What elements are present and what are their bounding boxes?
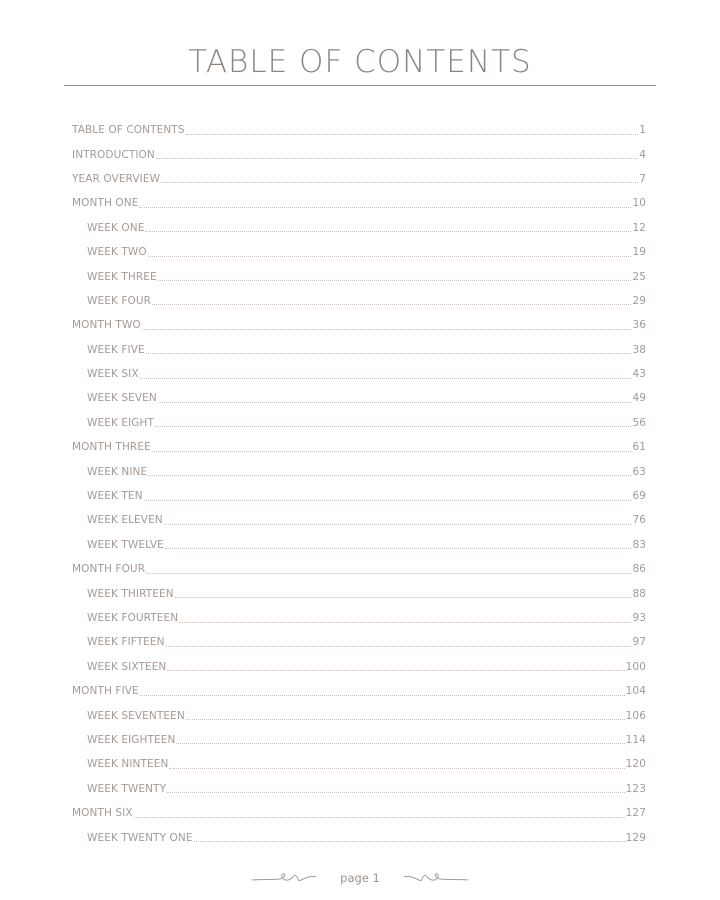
toc-entry-page-number: 76 bbox=[632, 514, 646, 527]
toc-entry-label: WEEK FOURTEEN bbox=[87, 612, 179, 624]
dot-leader bbox=[146, 573, 631, 574]
dot-leader bbox=[145, 231, 631, 232]
page-footer bbox=[0, 866, 720, 890]
toc-entry[interactable] bbox=[72, 777, 646, 801]
toc-entry-page-number: 69 bbox=[632, 490, 646, 503]
toc-entry-label: WEEK FOUR bbox=[87, 294, 152, 307]
toc-entry-label: YEAR OVERVIEW bbox=[72, 172, 161, 185]
toc-entry-page-number: 88 bbox=[632, 587, 646, 600]
dot-leader bbox=[166, 646, 632, 647]
toc-entry[interactable] bbox=[72, 508, 646, 532]
page-title: TABLE OF CONTENTS bbox=[188, 44, 532, 80]
dot-leader bbox=[175, 597, 632, 598]
dot-leader bbox=[148, 475, 631, 476]
toc-entry-page-number: 93 bbox=[632, 612, 646, 624]
dot-leader bbox=[140, 378, 632, 379]
toc-entry-label: WEEK SIX bbox=[87, 368, 139, 381]
toc-entry-label: MONTH SIX bbox=[72, 807, 133, 820]
toc-entry-page-number: 61 bbox=[632, 441, 646, 454]
toc-entry-label: WEEK FIVE bbox=[87, 343, 145, 356]
dot-leader bbox=[186, 719, 625, 720]
toc-entry-page-number: 4 bbox=[639, 148, 646, 161]
toc-entry-page-number: 83 bbox=[632, 538, 646, 551]
toc-entry-page-number: 123 bbox=[625, 782, 646, 795]
toc-entry-label: MONTH THREE bbox=[72, 441, 151, 454]
toc-entry-page-number: 104 bbox=[625, 685, 646, 698]
toc-entry-page-number: 1 bbox=[639, 124, 646, 137]
toc-entry[interactable] bbox=[72, 801, 646, 825]
dot-leader bbox=[176, 743, 624, 744]
toc-entry-page-number: 38 bbox=[632, 343, 646, 356]
toc-entry-page-number: 10 bbox=[632, 197, 646, 210]
dot-leader bbox=[158, 402, 632, 403]
toc-entry[interactable] bbox=[72, 435, 646, 459]
dot-leader bbox=[146, 353, 632, 354]
toc-entry-page-number: 127 bbox=[625, 807, 646, 820]
dot-leader bbox=[186, 134, 639, 135]
toc-entry[interactable] bbox=[72, 191, 646, 215]
toc-entry[interactable] bbox=[72, 459, 646, 483]
dot-leader bbox=[155, 426, 631, 427]
dot-leader bbox=[164, 524, 632, 525]
toc-entry-label: WEEK TWO bbox=[87, 246, 147, 259]
toc-entry-label: WEEK TEN bbox=[87, 490, 143, 503]
toc-entry-page-number: 63 bbox=[632, 465, 646, 478]
dot-leader bbox=[194, 841, 625, 842]
toc-entry[interactable] bbox=[72, 142, 646, 166]
toc-entry[interactable] bbox=[72, 386, 646, 410]
toc-entry-label: WEEK FIFTEEN bbox=[87, 636, 165, 649]
toc-entry-page-number: 29 bbox=[632, 294, 646, 307]
toc-entry-label: MONTH ONE bbox=[72, 197, 139, 210]
toc-entry-label: INTRODUCTION bbox=[72, 148, 155, 161]
dot-leader bbox=[152, 451, 632, 452]
toc-entry[interactable] bbox=[72, 752, 646, 776]
toc-entry[interactable] bbox=[72, 606, 646, 630]
toc-entry-page-number: 120 bbox=[625, 758, 646, 771]
dot-leader bbox=[148, 256, 632, 257]
toc-entry-page-number: 36 bbox=[632, 319, 646, 332]
toc-entry-page-number: 43 bbox=[632, 368, 646, 381]
toc-entry[interactable] bbox=[72, 533, 646, 557]
toc-entry[interactable] bbox=[72, 167, 646, 191]
toc-entry-page-number: 25 bbox=[632, 270, 646, 283]
dot-leader bbox=[161, 182, 638, 183]
toc-entry-label: WEEK THREE bbox=[87, 270, 157, 283]
toc-entry[interactable] bbox=[72, 728, 646, 752]
toc-entry-label: WEEK EIGHT bbox=[87, 416, 155, 429]
toc-entry[interactable] bbox=[72, 338, 646, 362]
dot-leader bbox=[158, 280, 632, 281]
toc-entry[interactable] bbox=[72, 630, 646, 654]
toc-entry-page-number: 7 bbox=[639, 172, 646, 185]
toc-entry-page-number: 129 bbox=[625, 831, 646, 844]
toc-entry[interactable] bbox=[72, 240, 646, 264]
toc-entry[interactable] bbox=[72, 581, 646, 605]
title-divider bbox=[64, 85, 656, 86]
toc-entry[interactable] bbox=[72, 313, 646, 337]
toc-entry-label: WEEK TWELVE bbox=[87, 538, 164, 551]
flourish-right-icon bbox=[402, 869, 470, 887]
toc-entry-page-number: 86 bbox=[632, 563, 646, 576]
toc-entry[interactable] bbox=[72, 264, 646, 288]
toc-list bbox=[72, 118, 646, 850]
toc-entry-page-number: 49 bbox=[632, 392, 646, 405]
page-number: page 1 bbox=[340, 871, 380, 885]
toc-entry-label: WEEK TWENTY ONE bbox=[87, 831, 193, 844]
toc-entry-page-number: 97 bbox=[632, 636, 646, 649]
toc-entry[interactable] bbox=[72, 484, 646, 508]
toc-entry-page-number: 56 bbox=[632, 416, 646, 429]
toc-entry[interactable] bbox=[72, 557, 646, 581]
toc-entry-page-number: 114 bbox=[625, 733, 646, 746]
dot-leader bbox=[179, 622, 631, 623]
dot-leader bbox=[152, 304, 631, 305]
dot-leader bbox=[167, 670, 624, 671]
dot-leader bbox=[144, 500, 632, 501]
toc-entry[interactable] bbox=[72, 362, 646, 386]
dot-leader bbox=[142, 329, 632, 330]
toc-entry-label: MONTH TWO bbox=[72, 319, 141, 332]
dot-leader bbox=[134, 817, 625, 818]
dot-leader bbox=[169, 768, 624, 769]
dot-leader bbox=[167, 792, 625, 793]
toc-entry-label: WEEK NINE bbox=[87, 465, 148, 478]
toc-entry-label: WEEK EIGHTEEN bbox=[87, 733, 176, 746]
toc-entry-label: WEEK NINTEEN bbox=[87, 758, 169, 771]
toc-entry-label: WEEK TWENTY bbox=[87, 782, 167, 795]
dot-leader bbox=[165, 548, 632, 549]
dot-leader bbox=[140, 695, 625, 696]
toc-entry-page-number: 12 bbox=[632, 221, 646, 234]
toc-entry-label: WEEK ONE bbox=[87, 221, 145, 234]
toc-entry-label: WEEK SIXTEEN bbox=[87, 660, 167, 673]
toc-entry-page-number: 100 bbox=[625, 660, 646, 673]
toc-entry-page-number: 19 bbox=[632, 246, 646, 259]
toc-entry-page-number: 106 bbox=[625, 709, 646, 722]
toc-entry-label: WEEK ELEVEN bbox=[87, 514, 163, 527]
toc-entry[interactable] bbox=[72, 679, 646, 703]
toc-entry-label: TABLE OF CONTENTS bbox=[72, 124, 185, 137]
toc-entry[interactable] bbox=[72, 216, 646, 240]
toc-entry[interactable] bbox=[72, 825, 646, 849]
dot-leader bbox=[156, 158, 638, 159]
toc-entry-label: MONTH FIVE bbox=[72, 685, 139, 698]
toc-entry-label: WEEK THIRTEEN bbox=[87, 587, 174, 600]
toc-entry-label: MONTH FOUR bbox=[72, 563, 146, 576]
toc-entry[interactable] bbox=[72, 289, 646, 313]
toc-entry[interactable] bbox=[72, 411, 646, 435]
flourish-left-icon bbox=[250, 869, 318, 887]
dot-leader bbox=[139, 207, 631, 208]
toc-entry[interactable] bbox=[72, 118, 646, 142]
toc-entry[interactable] bbox=[72, 703, 646, 727]
toc-entry-label: WEEK SEVEN bbox=[87, 392, 157, 405]
toc-entry-label: WEEK SEVENTEEN bbox=[87, 709, 185, 722]
toc-entry[interactable] bbox=[72, 655, 646, 679]
